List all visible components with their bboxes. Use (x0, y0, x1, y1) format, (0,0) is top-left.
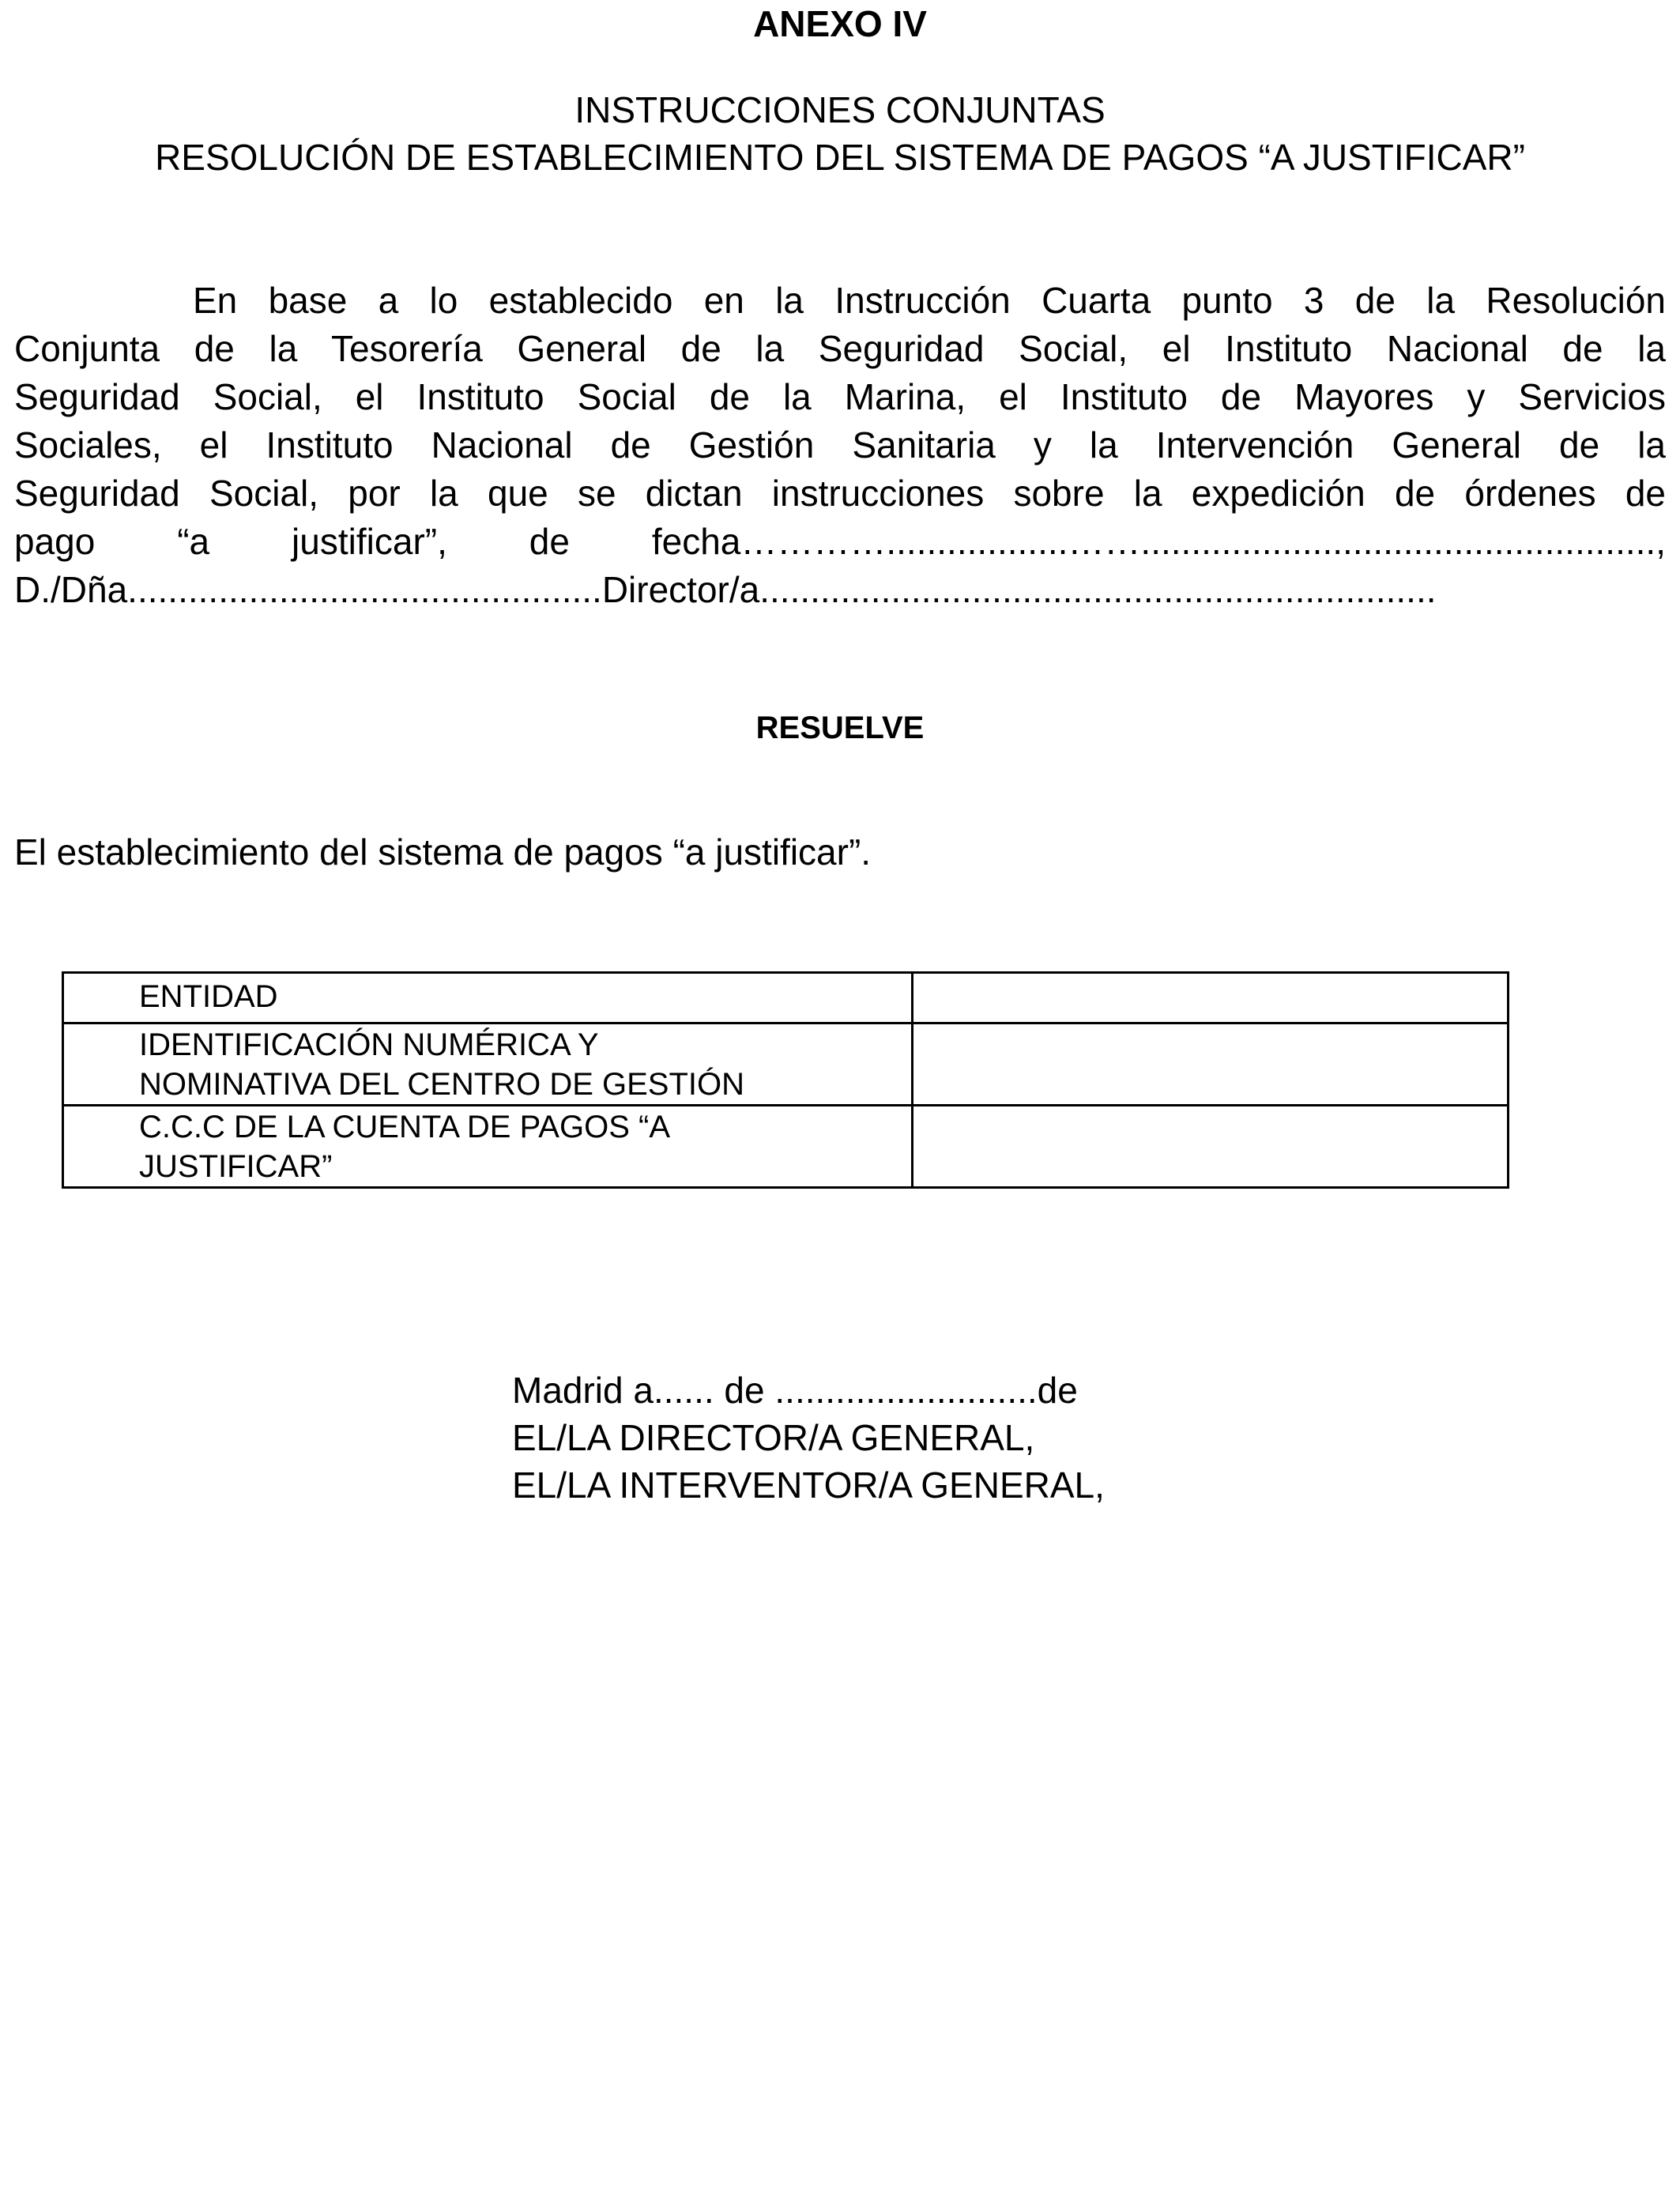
table-label-ccc (63, 1106, 913, 1188)
identification-table (62, 971, 1509, 1189)
body-line-6: pago “a justificar”, de fecha…………..................……..................................................., (14, 521, 1666, 562)
body-line-2: Conjunta de la Tesorería General de la Seguridad Social, el Instituto Nacional de la (14, 328, 1666, 369)
table-label-entidad (63, 973, 913, 1023)
table-label-line: IDENTIFICACIÓN NUMÉRICA Y (139, 1027, 599, 1062)
table-label-line: ENTIDAD (139, 979, 278, 1014)
body-line-4: Sociales, el Instituto Nacional de Gestión Sanitaria y la Intervención General de la (14, 424, 1666, 466)
annex-title: ANEXO IV (753, 3, 927, 44)
table-row (63, 1106, 1509, 1188)
body-line-7: D./Dña...............................................Director/a................................................................... (14, 569, 1437, 610)
body-line-3: Seguridad Social, el Instituto Social de la Marina, el Instituto de Mayores y Servicios (14, 376, 1666, 417)
signature-director: EL/LA DIRECTOR/A GENERAL, (512, 1417, 1035, 1458)
table-value-ccc[interactable] (913, 1106, 1509, 1188)
signature-place-date: Madrid a...... de ..........................de (512, 1370, 1078, 1411)
heading-line-2: RESOLUCIÓN DE ESTABLECIMIENTO DEL SISTEMA DE PAGOS “A JUSTIFICAR” (155, 137, 1525, 178)
body-line-1: En base a lo establecido en la Instrucción Cuarta punto 3 de la Resolución (193, 280, 1666, 321)
table-row (63, 973, 1509, 1023)
signature-interventor: EL/LA INTERVENTOR/A GENERAL, (512, 1465, 1105, 1506)
table-value-centro-gestion[interactable] (913, 1023, 1509, 1106)
heading-line-1: INSTRUCCIONES CONJUNTAS (574, 89, 1106, 130)
table-label-line: JUSTIFICAR” (139, 1149, 333, 1184)
table-value-entidad[interactable] (913, 973, 1509, 1023)
resolve-text: El establecimiento del sistema de pagos “a justificar”. (14, 831, 872, 873)
table-row (63, 1023, 1509, 1106)
table-label-line: NOMINATIVA DEL CENTRO DE GESTIÓN (139, 1067, 745, 1102)
body-line-5: Seguridad Social, por la que se dictan instrucciones sobre la expedición de órdenes de (14, 473, 1666, 514)
resolve-title: RESUELVE (755, 711, 925, 745)
table-label-centro-gestion (63, 1023, 913, 1106)
table-label-line: C.C.C DE LA CUENTA DE PAGOS “A (139, 1110, 670, 1144)
